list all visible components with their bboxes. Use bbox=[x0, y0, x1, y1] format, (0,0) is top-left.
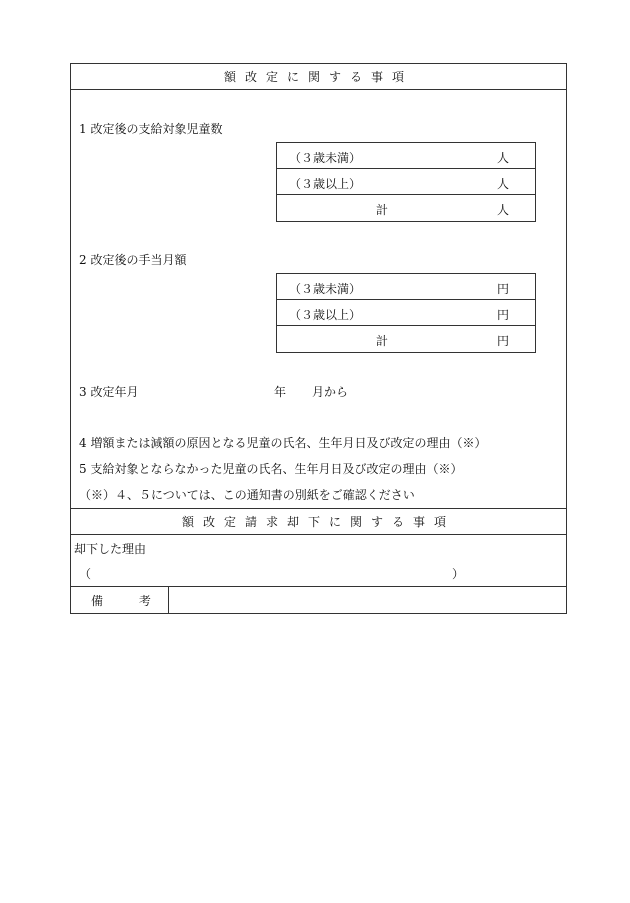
row-unit: 円 bbox=[497, 308, 510, 322]
item-increase-decrease-reason: 4 増額または減額の原因となる児童の氏名、生年月日及び改定の理由（※） bbox=[79, 436, 487, 450]
divider bbox=[71, 89, 566, 90]
rejection-reason-label: 却下した理由 bbox=[74, 542, 147, 556]
year-label: 年 bbox=[274, 385, 287, 399]
table-row bbox=[277, 274, 535, 300]
divider bbox=[71, 586, 566, 587]
table-row bbox=[277, 143, 535, 169]
heading-revision-date: 3 改定年月 bbox=[79, 385, 139, 399]
row-label: （３歳以上） bbox=[289, 308, 362, 322]
total-unit: 人 bbox=[497, 203, 510, 217]
remarks-field bbox=[176, 594, 561, 608]
children-count-table bbox=[276, 142, 536, 222]
table-row bbox=[277, 300, 535, 326]
row-unit: 円 bbox=[497, 282, 510, 296]
heading-monthly-amount: 2 改定後の手当月額 bbox=[79, 253, 187, 267]
monthly-amount-table bbox=[276, 273, 536, 353]
table-row bbox=[277, 169, 535, 195]
form-frame bbox=[70, 63, 567, 614]
row-unit: 人 bbox=[497, 151, 510, 165]
total-label: 計 bbox=[376, 203, 389, 217]
row-label: （３歳以上） bbox=[289, 177, 362, 191]
row-label: （３歳未満） bbox=[289, 282, 362, 296]
item-non-eligible-reason: 5 支給対象とならなかった児童の氏名、生年月日及び改定の理由（※） bbox=[79, 462, 463, 476]
row-unit: 人 bbox=[497, 177, 510, 191]
month-label: 月から bbox=[312, 385, 349, 399]
total-label: 計 bbox=[376, 334, 389, 348]
table-row-total bbox=[277, 195, 535, 221]
section-title-amount-revision: 額改定に関する事項 bbox=[223, 70, 413, 84]
note-see-attachment: （※）４、５については、この通知書の別紙をご確認ください bbox=[79, 488, 415, 502]
divider-vertical bbox=[168, 586, 169, 613]
total-unit: 円 bbox=[497, 334, 510, 348]
reason-paren-close: ） bbox=[452, 567, 465, 581]
divider bbox=[71, 508, 566, 509]
heading-children-count: 1 改定後の支給対象児童数 bbox=[79, 122, 223, 136]
table-row-total bbox=[277, 326, 535, 352]
reason-paren-open: （ bbox=[79, 567, 92, 581]
divider bbox=[71, 534, 566, 535]
remarks-label: 備 考 bbox=[91, 594, 167, 608]
section-title-rejection: 額改定請求却下に関する事項 bbox=[181, 515, 455, 529]
row-label: （３歳未満） bbox=[289, 151, 362, 165]
